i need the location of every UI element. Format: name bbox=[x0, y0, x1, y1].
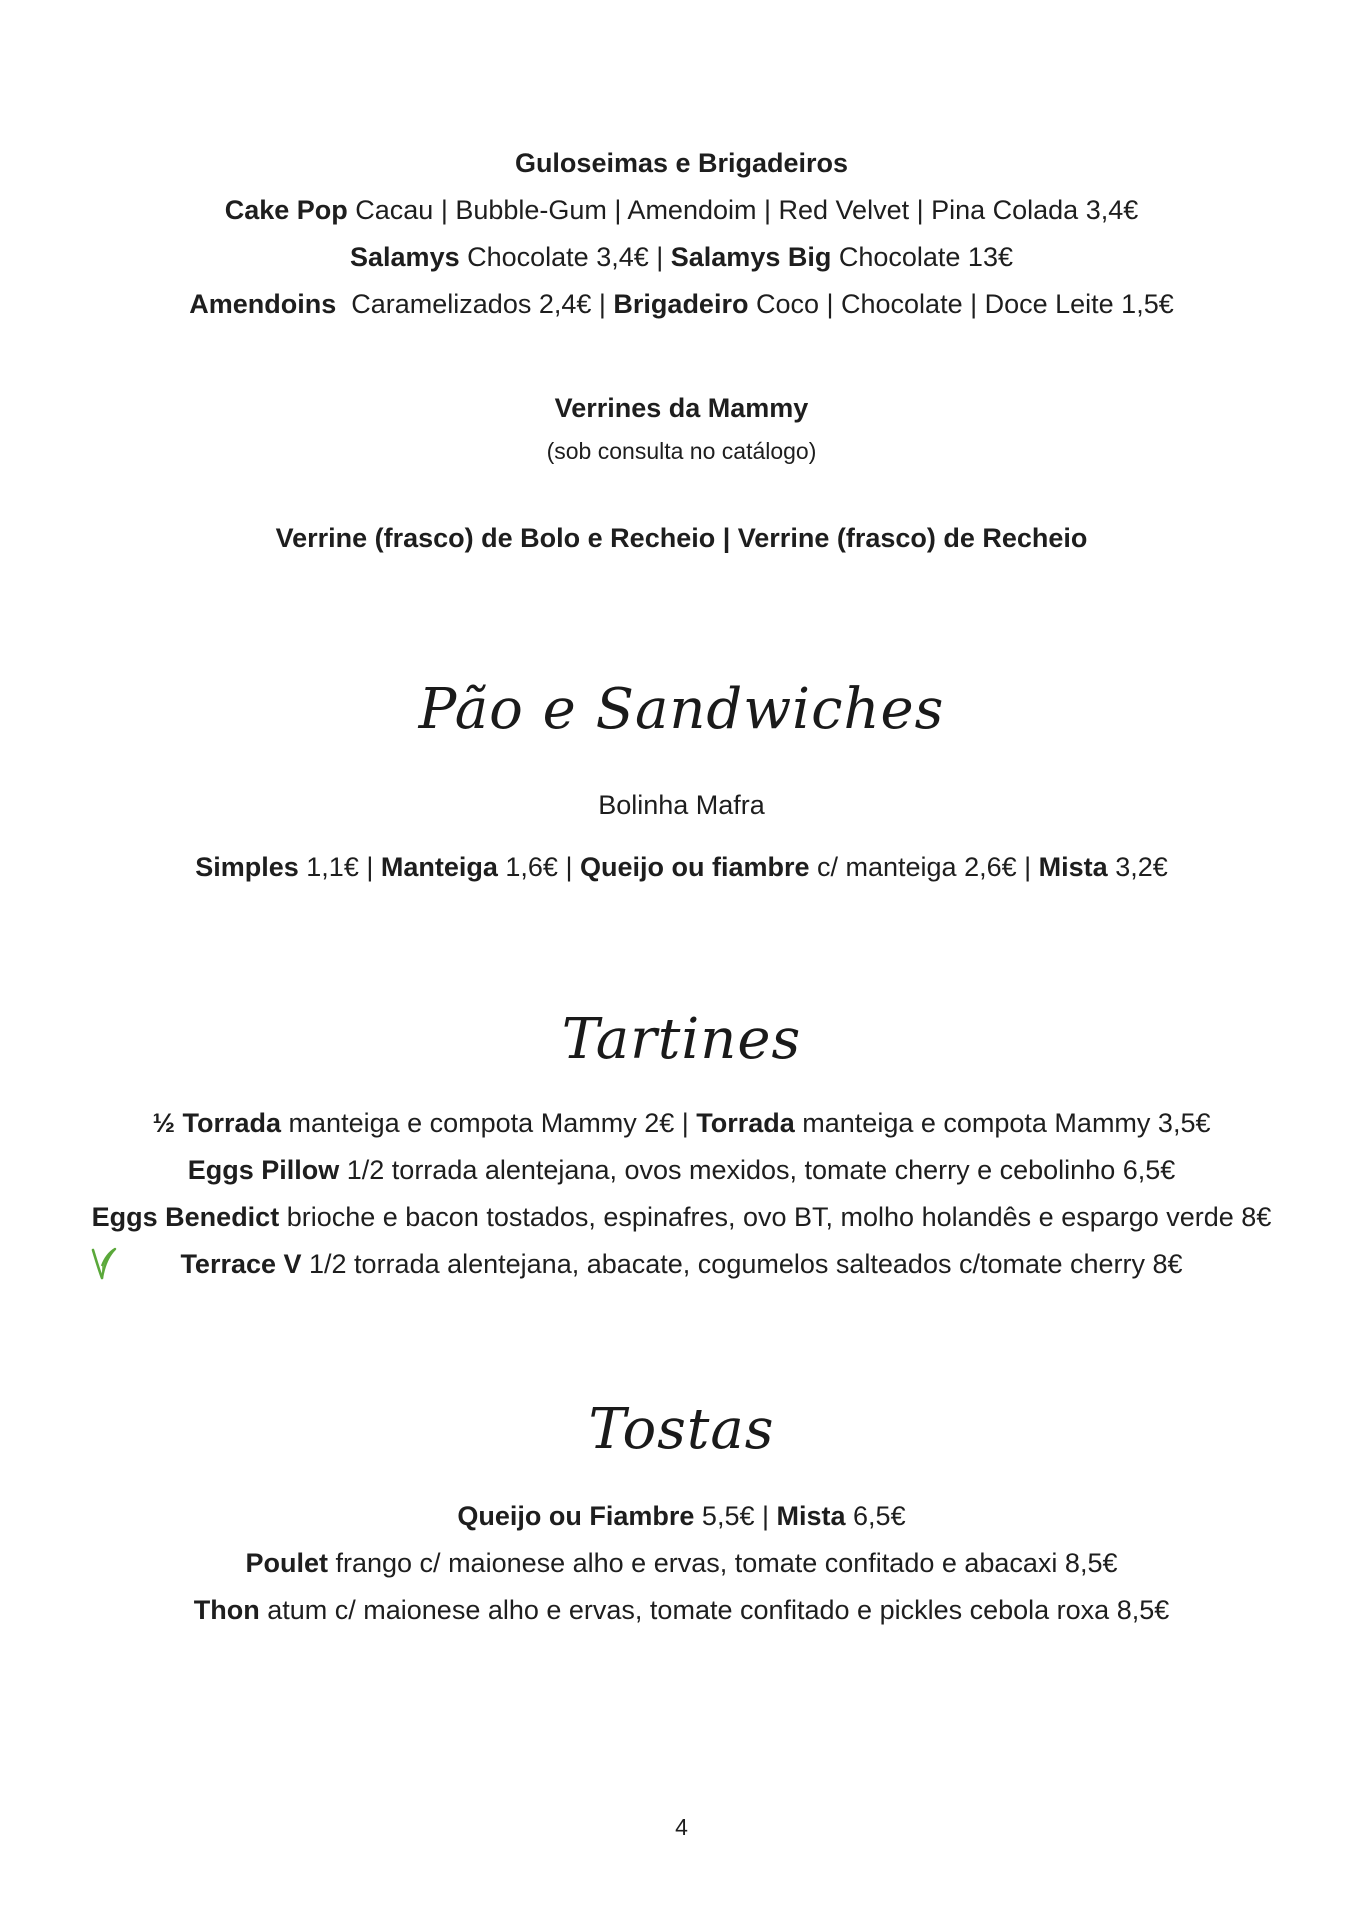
item-desc: Chocolate 3,4€ | bbox=[459, 242, 671, 272]
section-title-text: Verrines da Mammy bbox=[554, 393, 809, 423]
menu-line-pao bbox=[0, 850, 1363, 884]
vegan-leaf-icon bbox=[90, 1246, 118, 1280]
item-desc: Chocolate 13€ bbox=[831, 242, 1013, 272]
menu-line-amendoins bbox=[0, 287, 1363, 321]
menu-line-thon bbox=[0, 1593, 1363, 1627]
item-name: Poulet bbox=[245, 1548, 328, 1578]
item-desc: atum c/ maionese alho e ervas, tomate confitado e pickles cebola roxa 8,5€ bbox=[259, 1595, 1170, 1625]
page-number: 4 bbox=[675, 1814, 688, 1840]
menu-line-salamys bbox=[0, 240, 1363, 274]
item-name: Mista bbox=[776, 1501, 846, 1531]
item-desc: 3,2€ bbox=[1107, 852, 1168, 882]
menu-line-verrines bbox=[0, 521, 1363, 555]
item-desc: brioche e bacon tostados, espinafres, ovo BT, molho holandês e espargo verde 8€ bbox=[279, 1202, 1272, 1232]
item-name: Eggs Benedict bbox=[91, 1202, 280, 1232]
item-name: Eggs Pillow bbox=[187, 1155, 340, 1185]
item-desc: Cacau | Bubble-Gum | Amendoim | Red Velvet | Pina Colada 3,4€ bbox=[347, 195, 1139, 225]
item-name: Cake Pop bbox=[224, 195, 348, 225]
item-desc: 1/2 torrada alentejana, ovos mexidos, tomate cherry e cebolinho 6,5€ bbox=[339, 1155, 1176, 1185]
item-name: Torrada bbox=[696, 1108, 795, 1138]
item-desc: c/ manteiga 2,6€ | bbox=[809, 852, 1039, 882]
verrines-subtitle: (sob consulta no catálogo) bbox=[546, 438, 817, 464]
item-desc: 1,1€ | bbox=[298, 852, 381, 882]
item-name: Thon bbox=[193, 1595, 260, 1625]
menu-line-eggs-benedict bbox=[0, 1200, 1363, 1234]
section-title-text: Guloseimas e Brigadeiros bbox=[514, 148, 849, 178]
item-name: Amendoins bbox=[189, 289, 337, 319]
item-name: Salamys bbox=[350, 242, 460, 272]
menu-line-torrada bbox=[0, 1106, 1363, 1140]
item-desc: manteiga e compota Mammy 3,5€ bbox=[794, 1108, 1211, 1138]
section-heading-tostas: Tostas bbox=[588, 1397, 775, 1462]
item-name: Mista bbox=[1038, 852, 1108, 882]
item-name: ½ Torrada bbox=[152, 1108, 282, 1138]
item-name: Salamys Big bbox=[670, 242, 832, 272]
pao-subtitle: Bolinha Mafra bbox=[598, 790, 765, 820]
menu-line-eggs-pillow bbox=[0, 1153, 1363, 1187]
item-name: Manteiga bbox=[380, 852, 498, 882]
item-name: Brigadeiro bbox=[613, 289, 749, 319]
menu-line-queijo-fiambre bbox=[0, 1499, 1363, 1533]
menu-line-poulet bbox=[0, 1546, 1363, 1580]
item-desc: Coco | Chocolate | Doce Leite 1,5€ bbox=[748, 289, 1174, 319]
item-desc: manteiga e compota Mammy 2€ | bbox=[281, 1108, 697, 1138]
item-name: Terrace V bbox=[180, 1249, 302, 1279]
item-desc: Caramelizados 2,4€ | bbox=[336, 289, 614, 319]
item-desc: 5,5€ | bbox=[694, 1501, 777, 1531]
item-desc: 1,6€ | bbox=[497, 852, 580, 882]
item-desc: frango c/ maionese alho e ervas, tomate confitado e abacaxi 8,5€ bbox=[328, 1548, 1118, 1578]
item-name: Queijo ou Fiambre bbox=[457, 1501, 695, 1531]
item-desc: 1/2 torrada alentejana, abacate, cogumelos salteados c/tomate cherry 8€ bbox=[301, 1249, 1183, 1279]
item-name: Queijo ou fiambre bbox=[579, 852, 810, 882]
section-heading-tartines: Tartines bbox=[561, 1007, 802, 1072]
menu-line-cake-pop bbox=[0, 193, 1363, 227]
section-title-guloseimas bbox=[0, 146, 1363, 180]
menu-line-terrace-v bbox=[0, 1247, 1363, 1281]
section-title-verrines bbox=[0, 391, 1363, 425]
section-heading-pao: Pão e Sandwiches bbox=[418, 677, 945, 742]
item-name: Simples bbox=[195, 852, 299, 882]
item-desc: 6,5€ bbox=[845, 1501, 906, 1531]
item-name: Verrine (frasco) de Bolo e Recheio | Verrine (frasco) de Recheio bbox=[275, 523, 1088, 553]
